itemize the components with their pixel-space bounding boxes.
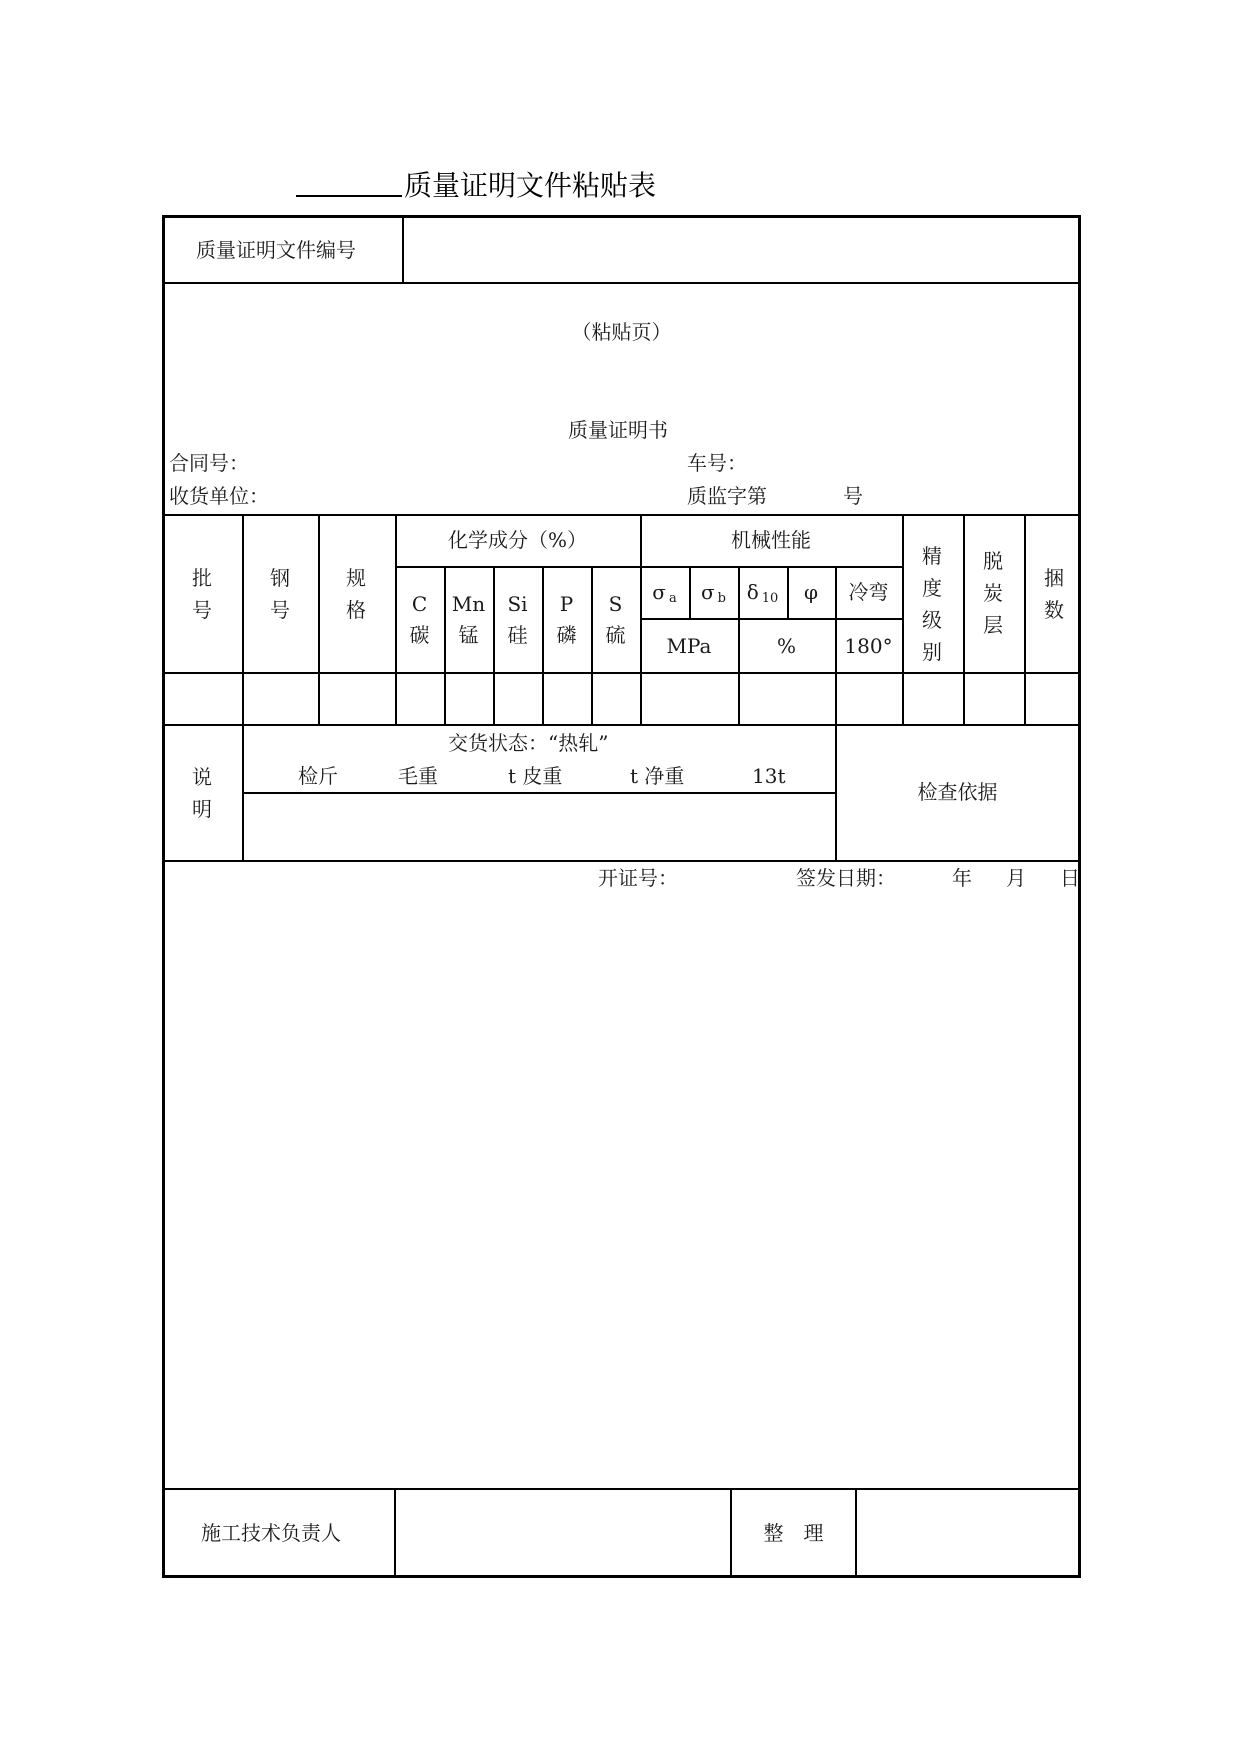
grid-line (402, 218, 404, 282)
car-number-label: 车号： (687, 451, 747, 475)
title-blank-line (296, 195, 402, 197)
contract-number-label: 合同号： (169, 451, 249, 475)
consignee-label: 收货单位： (169, 484, 269, 508)
grid-line (963, 514, 965, 724)
grid-line (855, 1488, 857, 1575)
col-spec-header: 规 格 (346, 566, 366, 622)
issue-day: 日 (1060, 866, 1080, 890)
notes-label: 说 明 (192, 765, 212, 821)
tech-lead-signature-field[interactable] (397, 1491, 727, 1573)
col-precision-header: 精 度 级 别 (922, 544, 942, 664)
col-bundles-header: 捆 数 (1044, 566, 1064, 622)
weight-item-gross: 毛重 (398, 764, 438, 788)
grid-line (542, 566, 544, 724)
grid-line (444, 566, 446, 724)
inspection-number-suffix: 号 (843, 484, 863, 508)
weight-item-value: 13t (752, 764, 786, 788)
issue-month: 月 (1006, 866, 1026, 890)
grid-line (394, 1488, 396, 1575)
chem-name-c: 碳 (409, 623, 430, 647)
chem-symbol-p: P (559, 592, 574, 616)
grid-line (165, 860, 1078, 862)
grid-line (591, 566, 593, 724)
mech-sigma-a: σ $_a$ (652, 580, 677, 606)
grid-line (902, 514, 904, 724)
unit-percent: % (776, 634, 796, 658)
doc-number-field[interactable] (405, 220, 1075, 280)
chem-name-mn: 锰 (458, 623, 479, 647)
grid-line (165, 672, 1078, 674)
inspection-number-label: 质监字第 (687, 484, 767, 508)
grid-line (165, 724, 1078, 726)
grid-line (242, 724, 244, 860)
inspection-basis-label: 检查依据 (917, 780, 998, 804)
doc-number-label: 质量证明文件编号 (196, 238, 356, 262)
paste-page-label: （粘贴页） (571, 320, 672, 344)
weight-item-net: t 净重 (630, 764, 685, 788)
grid-line (395, 566, 902, 568)
weight-item-check: 检斤 (298, 764, 338, 788)
grid-line (242, 792, 835, 794)
delivery-state: 交货状态：“热轧” (448, 731, 609, 755)
chem-name-p: 磷 (556, 623, 577, 647)
chemical-composition-header: 化学成分（%） (447, 528, 587, 552)
grid-line (640, 618, 902, 620)
mech-sigma-b: σ $_b$ (701, 580, 726, 606)
grid-line (165, 514, 1078, 516)
cert-number-label: 开证号： (598, 866, 678, 890)
col-batch-header: 批 号 (192, 566, 212, 622)
grid-line (493, 566, 495, 724)
mech-delta-10: δ $_{10}$ (746, 580, 779, 606)
chem-symbol-s: S (608, 592, 623, 616)
organizer-signature-field[interactable] (858, 1491, 1076, 1573)
chem-symbol-si: Si (507, 592, 528, 616)
tech-lead-label: 施工技术负责人 (201, 1521, 341, 1545)
unit-mpa: MPa (666, 634, 712, 658)
certificate-title: 质量证明书 (568, 418, 668, 442)
paste-area (165, 900, 1078, 1485)
page-title: 质量证明文件粘贴表 (404, 169, 657, 202)
grid-line (1024, 514, 1026, 724)
organizer-label: 整 理 (763, 1521, 824, 1545)
mechanical-properties-header: 机械性能 (731, 528, 811, 552)
mech-cold-bend: 冷弯 (848, 580, 889, 604)
issue-year: 年 (952, 866, 972, 890)
chem-name-si: 硅 (507, 623, 528, 647)
col-decarb-header: 脱 炭 层 (983, 549, 1003, 637)
grid-line (318, 514, 320, 724)
issue-date-label: 签发日期： (796, 866, 896, 890)
mech-phi: φ (803, 580, 818, 604)
grid-line (165, 282, 1078, 284)
unit-bend-angle: 180° (844, 634, 893, 658)
grid-line (242, 514, 244, 724)
chem-symbol-c: C (411, 592, 428, 616)
chem-name-s: 硫 (605, 623, 626, 647)
grid-line (165, 1488, 1078, 1490)
chem-symbol-mn: Mn (451, 592, 486, 616)
weight-item-tare: t 皮重 (508, 764, 563, 788)
col-steel-header: 钢 号 (270, 566, 290, 622)
